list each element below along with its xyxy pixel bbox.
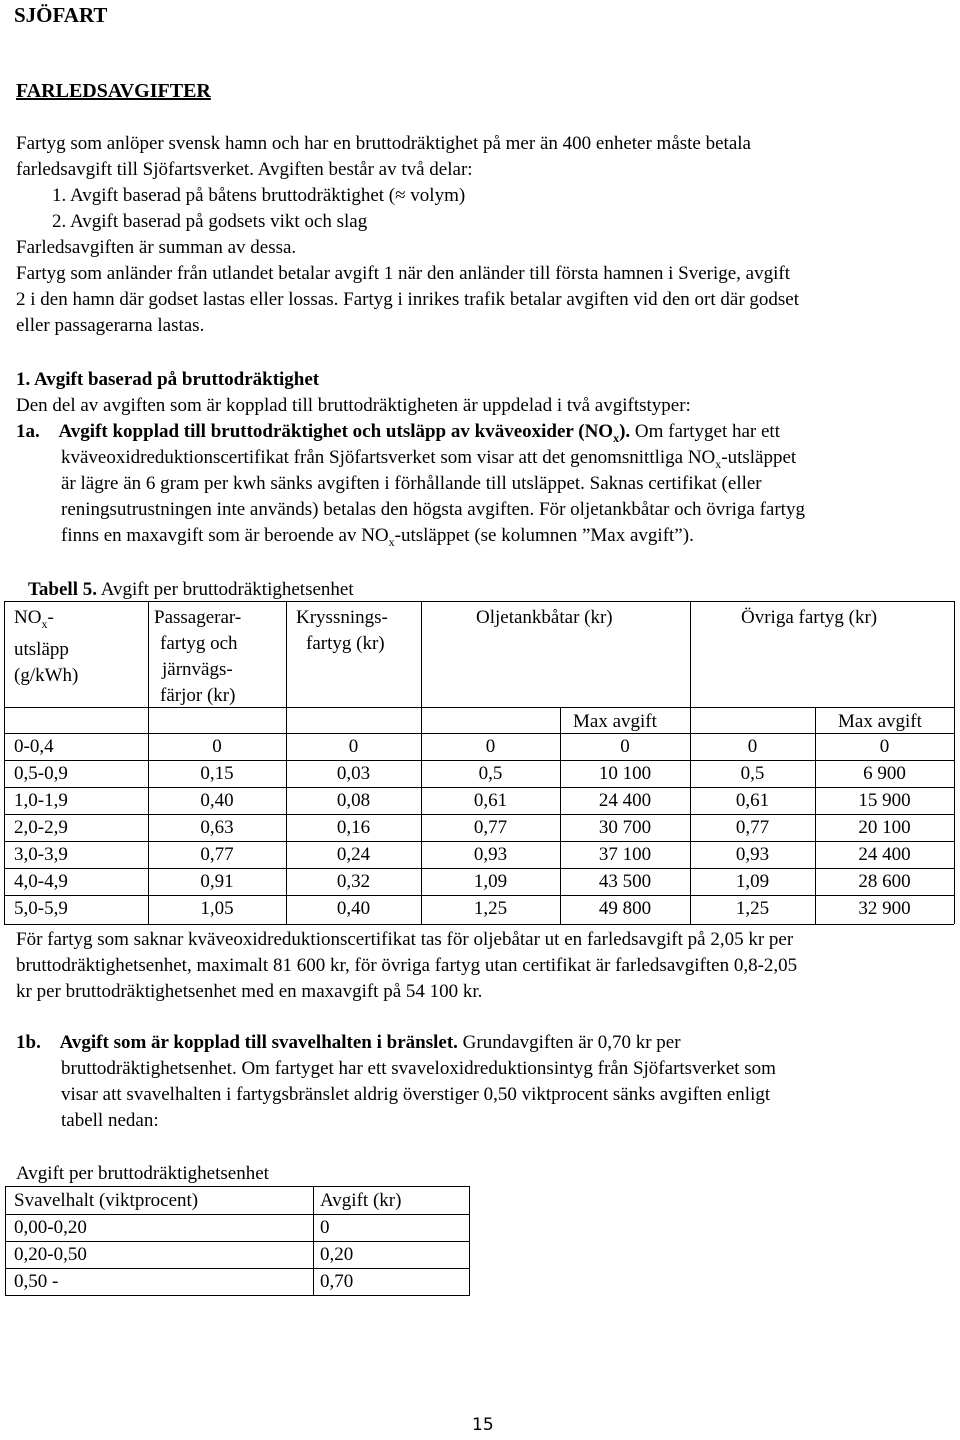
table-5-cell: 0,32 [336,871,371,892]
section-1b-line-3: visar att svavelhalten i fartygsbränslet aldrig överstiger 0,50 viktprocent sänks avgiften enligt [61,1084,771,1105]
after-table-line-3: kr per bruttodräktighetsenhet med en maxavgift på 54 100 kr. [16,981,483,1002]
table-5-border [4,601,954,602]
table-5-cell: 0 [879,736,890,757]
section-1-line-1: Den del av avgiften som är kopplad till bruttodräktigheten är uppdelad i två avgiftstyper: [16,395,691,416]
section-1b-line-4: tabell nedan: [61,1110,159,1131]
section-1a-line-4: reningsutrustningen inte används) betalas den högsta avgiften. För oljetankbåtar och övriga fartyg [61,499,805,520]
table-5-border [4,601,5,924]
table-5-cell: 0,03 [336,763,371,784]
table-5-cell: 0 [348,736,359,757]
table-5-cell: 10 100 [598,763,652,784]
table-5-header-other: Övriga fartyg (kr) [741,607,878,628]
sulfur-table-border [5,1268,469,1269]
sulfur-table-cell: 0,20-0,50 [14,1244,87,1265]
table-5-cell: 0,24 [336,844,371,865]
section-1a-line-2: kväveoxidreduktionscertifikat från Sjöfartsverket som visar att det genomsnittliga $NO_x$-utsläppet [61,447,797,471]
intro-line-6: eller passagerarna lastas. [16,315,205,336]
intro-list-item-1: 1. Avgift baserad på båtens bruttodräktighet (≈ volym) [52,185,466,206]
section-1a-line-5: finns en maxavgift som är beroende av $NO_x$-utsläppet (se kolumnen ”Max avgift”). [61,525,694,549]
table-5-cell: 20 100 [858,817,911,838]
table-5-border [4,707,954,708]
sulfur-table-border [5,1186,6,1296]
table-5-cell: 0,5 [478,763,503,784]
after-table-line-1: För fartyg som saknar kväveoxidreduktionscertifikat tas för oljebåtar ut en farledsavgift på 2,05 kr per [16,929,794,950]
table-5-header-nox: $NO_x-$ utsläpp (g/kWh) [14,607,79,686]
table-5-cell: 1,05 [200,898,234,919]
page-number: 15 [472,1415,494,1435]
intro-line-2: farledsavgift till Sjöfartsverket. Avgiften består av två delar: [16,159,473,180]
table-5-cell: 0 [212,736,222,757]
table-5-cell: 0 [620,736,630,757]
table-5-cell: 15 900 [858,790,911,811]
table-5-caption: Tabell 5. Avgift per bruttodräktighetsenhet [28,579,354,600]
table-5-cell: 0,40 [200,790,234,811]
sulfur-table-cell: 0,70 [320,1271,354,1292]
table-5-cell: 32 900 [858,898,911,919]
table-5-max-label-tanker: Max avgift [573,711,657,732]
section-1b-label: 1b. [16,1032,41,1053]
table-5-cell: 0,5 [740,763,765,784]
sulfur-table-cell: 0,50 - [14,1271,59,1292]
table-5-cell: 6 900 [863,763,906,784]
sulfur-table-border [469,1186,470,1296]
section-1b-text: Grundavgiften är 0,70 kr per [457,1032,681,1053]
section-1a-text: Om fartyget har ett [630,421,780,442]
intro-line-4: Fartyg som anländer från utlandet betalar avgift 1 när den anländer till första hamnen i Sverige, avgift [16,263,790,284]
sulfur-table-header-fee: Avgift (kr) [320,1190,402,1211]
table-5-cell: 0-0,4 [14,736,54,757]
after-table-line-2: bruttodräktighetsenhet, maximalt 81 600 kr, för övriga fartyg utan certifikat är farledsavgiften 0,8-2,05 [16,955,798,976]
page-title: SJÖFART [14,3,108,27]
section-1a-line-3: är lägre än 6 gram per kwh sänks avgiften i förhållande till utsläppet. Saknas certifikat (eller [61,473,762,494]
table-5-max-label-other: Max avgift [838,711,922,732]
table-5-cell: 0,16 [336,817,371,838]
sulfur-table-header-content: Svavelhalt (viktprocent) [14,1190,199,1211]
table-5-cell: 0,77 [200,844,234,865]
section-1b-line-1 [16,1030,681,1056]
intro-line-5: 2 i den hamn där godset lastas eller lossas. Fartyg i inrikes trafik betalar avgiften vid den ort där godset [16,289,800,310]
intro-list-item-2: 2. Avgift baserad på godsets vikt och slag [52,211,368,232]
sulfur-table-border [5,1186,469,1187]
section-1a-heading: Avgift kopplad till bruttodräktighet och utsläpp av kväveoxider $(NO_x)$. [58,421,631,445]
table-5-header-cruise: Kryssnings- fartyg (kr) [296,607,388,654]
table-5-cell: 49 800 [598,898,652,919]
table-5-cell: 0 [485,736,496,757]
table-5-cell: 0,93 [473,844,508,865]
table-5-cell: 24 400 [858,844,911,865]
table-5-cell: 24 400 [598,790,652,811]
table-5-header-passenger: Passagerar- fartyg och järnvägs- färjor (kr) [154,607,242,706]
table-5-cell: 43 500 [598,871,652,892]
sulfur-table-caption: Avgift per bruttodräktighetsenhet [16,1163,269,1184]
table-5-cell: 2,0-2,9 [14,817,68,838]
table-5-cell: 0,63 [200,817,234,838]
table-5-cell: 0,5-0,9 [14,763,68,784]
intro-line-1: Fartyg som anlöper svensk hamn och har en bruttodräktighet på mer än 400 enheter måste betala [16,133,751,154]
table-5-cell: 0,91 [200,871,234,892]
table-5-cell: 0,93 [735,844,770,865]
table-5-cell: 0,15 [200,763,234,784]
table-5-cell: 28 600 [858,871,911,892]
table-5-cell: 0,61 [473,790,508,811]
sulfur-table-cell: 0 [320,1217,330,1238]
intro-line-3: Farledsavgiften är summan av dessa. [16,237,297,258]
section-1b-line-2: bruttodräktighetsenhet. Om fartyget har ett svaveloxidreduktionsintyg från Sjöfartsverket som [61,1058,776,1079]
table-5-cell: 1,09 [735,871,770,892]
table-5-cell: 0,61 [735,790,770,811]
sulfur-table-border [313,1186,314,1296]
section-1b-heading: Avgift som är kopplad till svavelhalten i bränslet. [59,1032,458,1053]
table-5-cell: 30 700 [598,817,652,838]
table-5-cell: 37 100 [598,844,652,865]
sulfur-table-border [5,1295,469,1296]
table-5-cell: 1,0-1,9 [14,790,68,811]
section-1-heading: 1. Avgift baserad på bruttodräktighet [16,369,320,390]
table-5-cell: 0,77 [735,817,770,838]
sulfur-table-cell: 0,20 [320,1244,354,1265]
table-5-cell: 4,0-4,9 [14,871,68,892]
section-1a-label: 1a. [16,421,40,442]
table-5-cell: 0,40 [336,898,371,919]
table-5-cell: 0 [747,736,758,757]
table-5-header-tanker: Oljetankbåtar (kr) [476,607,613,628]
table-5-cell: 0,77 [473,817,508,838]
table-5-cell: 1,09 [473,871,508,892]
section-title: FARLEDSAVGIFTER [16,80,211,102]
table-5-border [954,601,955,924]
table-5-cell: 1,25 [473,898,508,919]
table-5-cell: 5,0-5,9 [14,898,68,919]
table-5-cell: 3,0-3,9 [14,844,68,865]
table-5-border [4,924,954,925]
table-5-cell: 0,08 [336,790,371,811]
table-5-cell: 1,25 [735,898,770,919]
sulfur-table-cell: 0,00-0,20 [14,1217,87,1238]
